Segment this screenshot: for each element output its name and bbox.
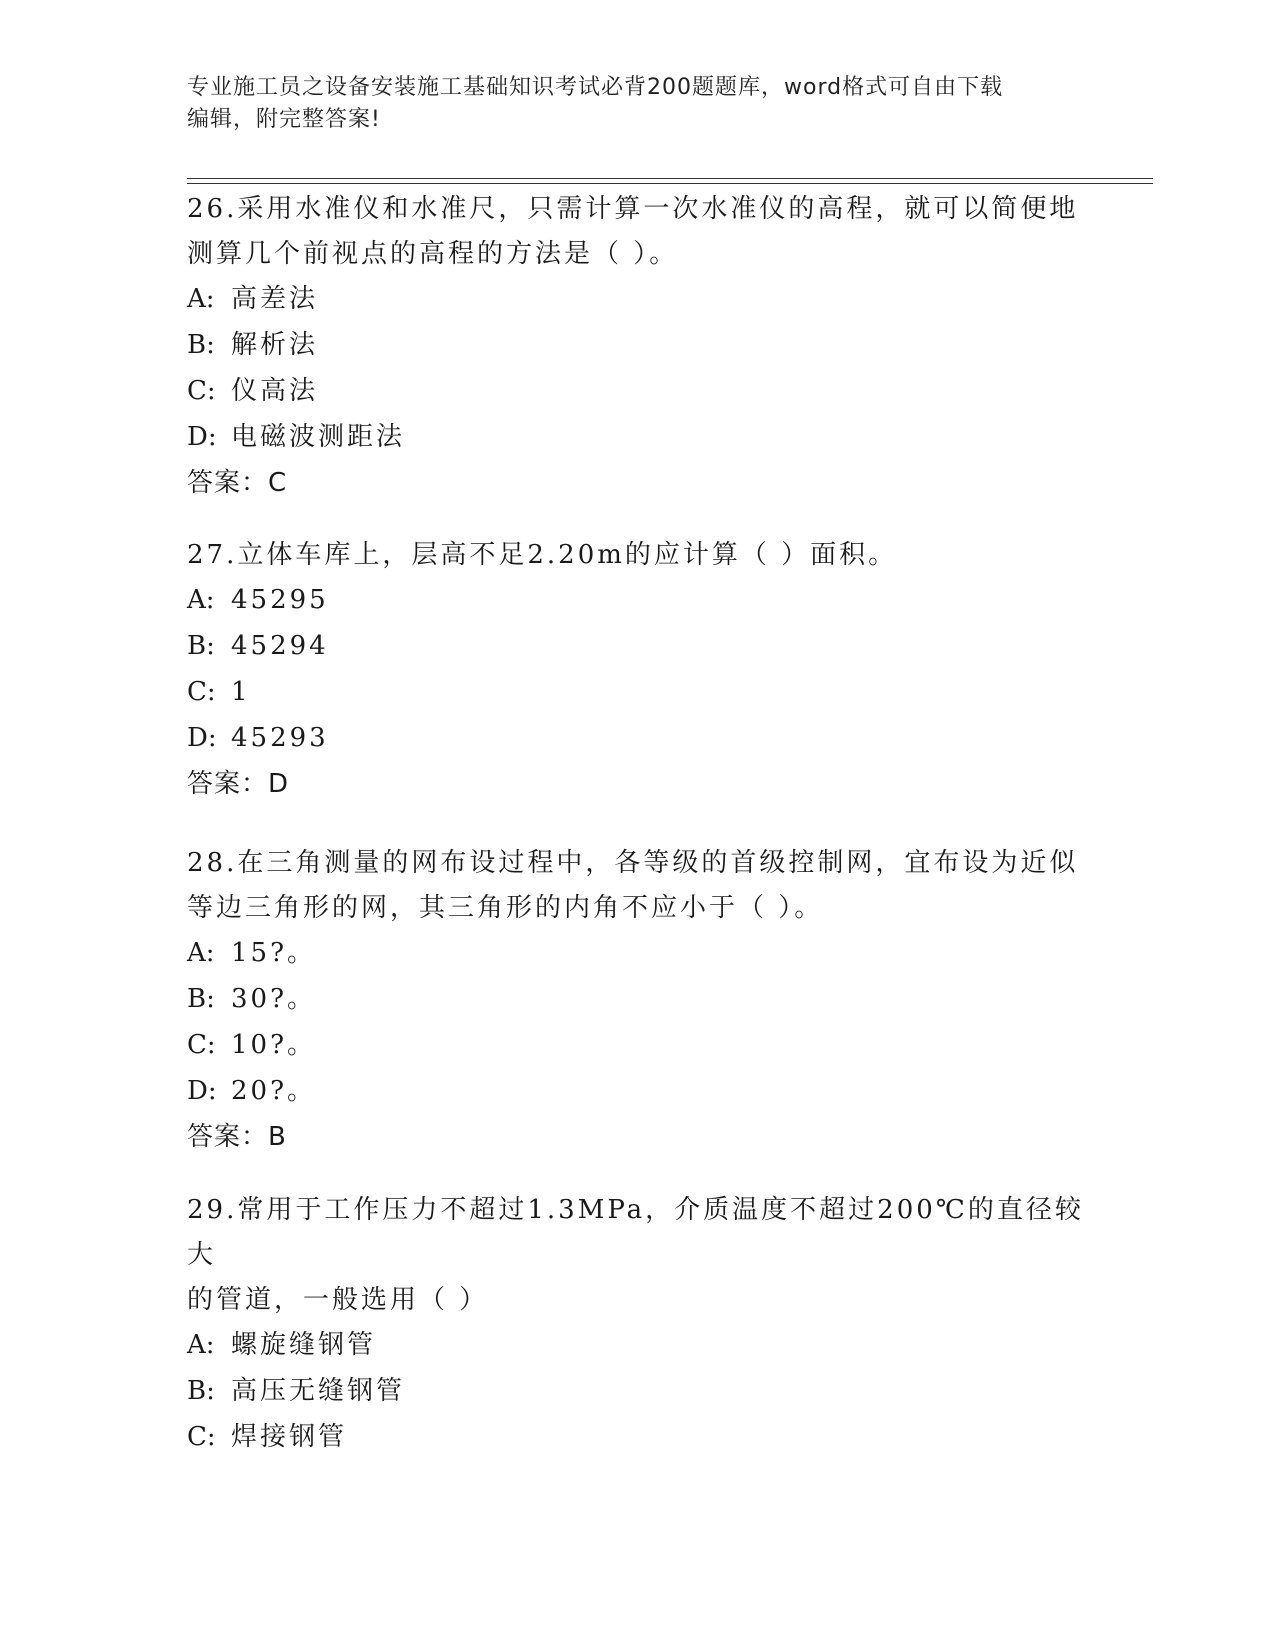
question-26 xyxy=(187,187,1087,505)
answer-line: 答案：B xyxy=(187,1122,287,1152)
question-stem-line1: 28.在三角测量的网布设过程中，各等级的首级控制网，宜布设为近似 xyxy=(187,848,1079,878)
option-text: 螺旋缝钢管 xyxy=(231,1330,377,1360)
option-b xyxy=(187,977,1087,1023)
option-d xyxy=(187,1069,1087,1115)
answer-line: 答案：C xyxy=(187,468,288,498)
header-title-line1: 专业施工员之设备安装施工基础知识考试必背200题题库，word格式可自由下载 xyxy=(187,75,1004,100)
option-text: 20?。 xyxy=(231,1076,317,1106)
option-text: 15?。 xyxy=(231,938,317,968)
option-key: C: xyxy=(187,1030,216,1060)
option-a xyxy=(187,931,1087,977)
option-d xyxy=(187,415,1087,461)
answer-line: 答案：D xyxy=(187,769,290,799)
option-key: A: xyxy=(187,1330,215,1360)
option-text: 1 xyxy=(231,677,251,707)
option-b xyxy=(187,1369,1087,1415)
option-text: 电磁波测距法 xyxy=(231,422,406,452)
question-stem-line2: 等边三角形的网，其三角形的内角不应小于（ ）。 xyxy=(187,893,824,923)
option-key: A: xyxy=(187,585,215,615)
option-c xyxy=(187,369,1087,415)
question-stem-line1: 29.常用于工作压力不超过1.3MPa，介质温度不超过200℃的直径较大 xyxy=(187,1195,1084,1270)
option-text: 高差法 xyxy=(231,284,319,314)
question-28 xyxy=(187,841,1087,1159)
option-text: 仪高法 xyxy=(231,376,319,406)
option-a xyxy=(187,578,1087,624)
option-b xyxy=(187,323,1087,369)
option-c xyxy=(187,670,1087,716)
question-stem-line1: 27.立体车库上，层高不足2.20m的应计算（ ）面积。 xyxy=(187,540,898,570)
header-title-line2: 编辑，附完整答案! xyxy=(187,107,381,132)
option-key: B: xyxy=(187,984,215,1014)
option-d xyxy=(187,716,1087,762)
header-divider-bottom xyxy=(187,183,1153,184)
option-c xyxy=(187,1415,1087,1461)
option-b xyxy=(187,624,1087,670)
option-key: A: xyxy=(187,938,215,968)
option-text: 焊接钢管 xyxy=(231,1422,348,1452)
document-header xyxy=(187,72,1067,136)
question-stem-line2: 测算几个前视点的高程的方法是（ ）。 xyxy=(187,239,679,269)
option-c xyxy=(187,1023,1087,1069)
question-27 xyxy=(187,533,1087,806)
option-key: B: xyxy=(187,330,215,360)
option-text: 30?。 xyxy=(231,984,317,1014)
option-a xyxy=(187,1323,1087,1369)
option-key: D: xyxy=(187,422,217,452)
option-key: C: xyxy=(187,677,216,707)
option-text: 高压无缝钢管 xyxy=(231,1376,406,1406)
option-text: 45294 xyxy=(231,631,329,661)
question-29 xyxy=(187,1188,1087,1461)
question-stem-line1: 26.采用水准仪和水准尺，只需计算一次水准仪的高程，就可以简便地 xyxy=(187,194,1079,224)
option-text: 45295 xyxy=(231,585,329,615)
option-key: B: xyxy=(187,1376,215,1406)
option-key: D: xyxy=(187,723,217,753)
option-key: B: xyxy=(187,631,215,661)
option-text: 45293 xyxy=(231,723,329,753)
option-key: C: xyxy=(187,1422,216,1452)
option-a xyxy=(187,277,1087,323)
question-stem-line2: 的管道，一般选用（ ） xyxy=(187,1285,489,1315)
option-text: 10?。 xyxy=(231,1030,317,1060)
option-text: 解析法 xyxy=(231,330,319,360)
option-key: A: xyxy=(187,284,215,314)
header-divider-top xyxy=(187,178,1153,179)
option-key: D: xyxy=(187,1076,217,1106)
option-key: C: xyxy=(187,376,216,406)
